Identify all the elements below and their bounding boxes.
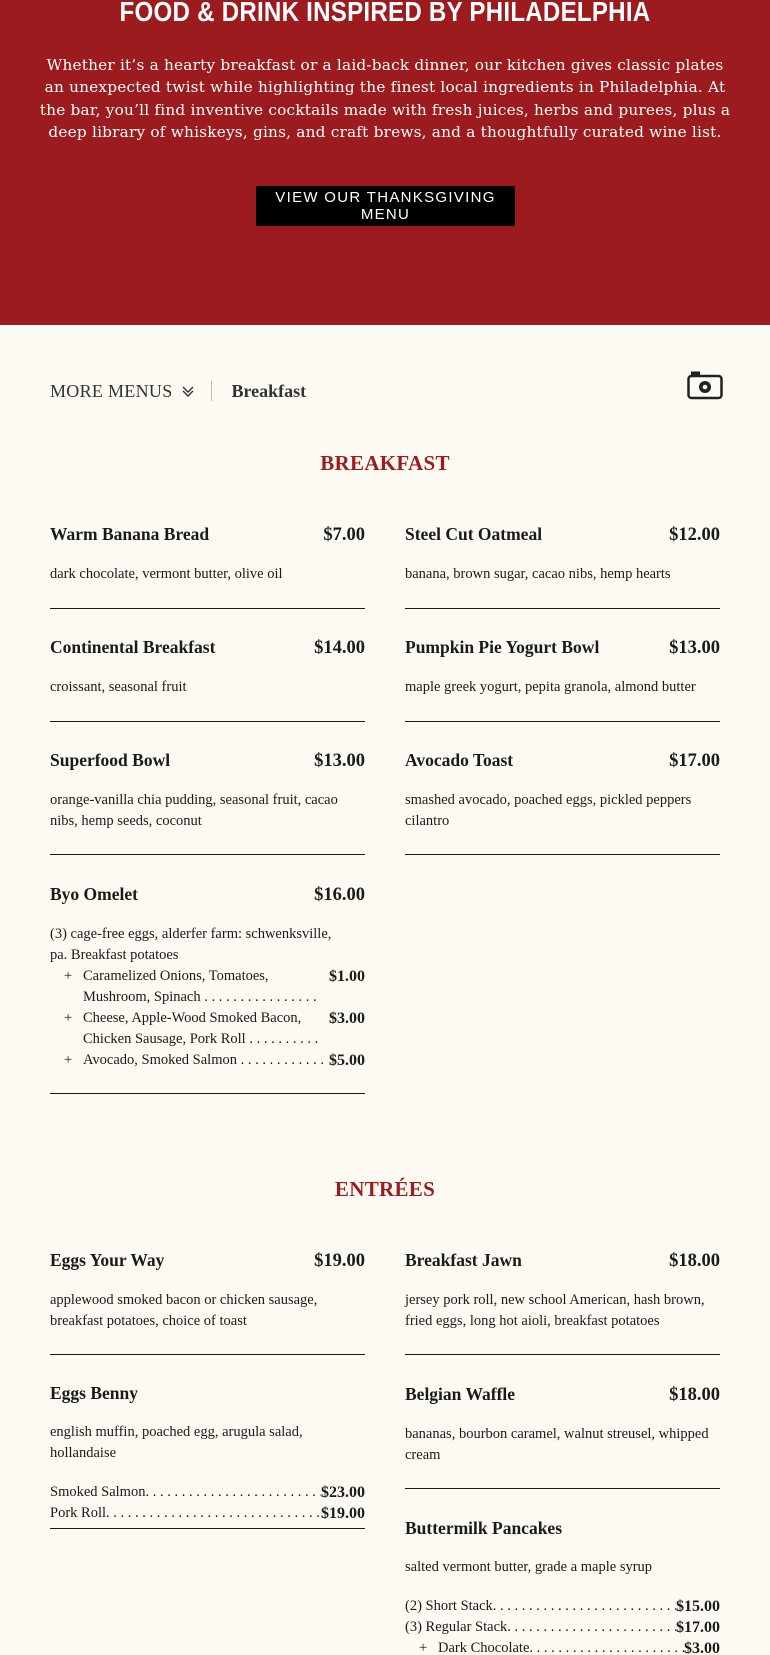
item-name: Buttermilk Pancakes bbox=[405, 1518, 563, 1538]
item-divider bbox=[405, 608, 720, 609]
item-divider bbox=[405, 854, 720, 855]
menu-item bbox=[50, 750, 365, 832]
addon-plus: + bbox=[64, 1052, 73, 1068]
item-description: banana, brown sugar, cacao nibs, hemp hearts bbox=[405, 566, 671, 582]
item-divider bbox=[50, 1093, 365, 1094]
tab-divider bbox=[211, 381, 212, 401]
addon-price: $3.00 bbox=[684, 1640, 720, 1655]
menu-item bbox=[405, 1518, 720, 1655]
item-name: Byo Omelet bbox=[50, 884, 138, 904]
menu-tabs bbox=[50, 375, 306, 407]
item-description: english muffin, poached egg, arugula salad, hollandaise bbox=[50, 1424, 303, 1461]
menu-item bbox=[50, 524, 365, 585]
option-price: $23.00 bbox=[321, 1484, 365, 1501]
addon-price: $3.00 bbox=[329, 1010, 365, 1027]
option-row bbox=[405, 1617, 720, 1638]
option-price: $15.00 bbox=[676, 1598, 720, 1615]
item-description: applewood smoked bacon or chicken sausage, breakfast potatoes, choice of toast bbox=[50, 1292, 318, 1329]
item-description: dark chocolate, vermont butter, olive oil bbox=[50, 566, 283, 582]
option-label: (2) Short Stack bbox=[405, 1598, 493, 1614]
camera-icon[interactable] bbox=[687, 370, 723, 400]
item-description: smashed avocado, poached eggs, pickled peppers cilantro bbox=[405, 792, 692, 829]
item-divider bbox=[405, 1354, 720, 1355]
hero-title: FOOD & DRINK INSPIRED BY PHILADELPHIA bbox=[119, 0, 651, 27]
item-name: Superfood Bowl bbox=[50, 750, 171, 770]
chevron-down-icon bbox=[181, 384, 195, 398]
menu-item bbox=[50, 1383, 365, 1524]
more-menus-label: MORE MENUS bbox=[50, 380, 173, 401]
item-name: Warm Banana Bread bbox=[50, 524, 210, 544]
addon-row bbox=[405, 1638, 720, 1655]
item-divider bbox=[50, 1354, 365, 1355]
item-name: Avocado Toast bbox=[405, 750, 514, 770]
option-label: Smoked Salmon bbox=[50, 1484, 146, 1500]
item-divider bbox=[405, 721, 720, 722]
menu-item bbox=[405, 524, 720, 585]
item-price: $12.00 bbox=[669, 525, 720, 545]
item-divider bbox=[50, 1528, 365, 1529]
item-description: salted vermont butter, grade a maple syrup bbox=[405, 1559, 653, 1575]
addon-label: Dark Chocolate bbox=[438, 1640, 530, 1655]
menu-item bbox=[50, 884, 365, 1071]
more-menus-dropdown[interactable] bbox=[50, 381, 195, 402]
menu-item bbox=[405, 637, 720, 698]
menu-item bbox=[405, 1250, 720, 1332]
tab-breakfast[interactable]: Breakfast bbox=[231, 380, 307, 401]
item-description: jersey pork roll, new school American, hash brown, fried eggs, long hot aioli, breakfast potatoes bbox=[405, 1292, 705, 1329]
item-divider bbox=[405, 1488, 720, 1489]
item-name: Breakfast Jawn bbox=[405, 1250, 522, 1270]
hero-description: Whether it’s a hearty breakfast or a laid-back dinner, our kitchen gives classic plates an unexpected twist while highlighting the finest local ingredients in Philadelphia. At the bar, you’ll find inventive cocktails made with fresh juices, herbs and purees, plus a deep library of whiskeys, gins, and craft brews, and a thoughtfully curated wine list. bbox=[39, 56, 731, 142]
addon-row bbox=[50, 1050, 365, 1071]
item-price: $16.00 bbox=[314, 885, 365, 905]
addon-plus: + bbox=[419, 1640, 428, 1655]
item-divider bbox=[50, 721, 365, 722]
item-price: $18.00 bbox=[669, 1385, 720, 1405]
option-row bbox=[405, 1596, 720, 1617]
item-divider bbox=[50, 854, 365, 855]
addon-price: $5.00 bbox=[329, 1052, 365, 1069]
option-row bbox=[50, 1503, 365, 1524]
item-description: orange-vanilla chia pudding, seasonal fruit, cacao nibs, hemp seeds, coconut bbox=[50, 792, 338, 829]
item-name: Continental Breakfast bbox=[50, 637, 216, 657]
menu-item bbox=[405, 750, 720, 832]
hero-banner bbox=[0, 0, 770, 325]
item-name: Eggs Your Way bbox=[50, 1250, 165, 1270]
addon-row bbox=[50, 966, 365, 1008]
option-row bbox=[50, 1482, 365, 1503]
addon-price: $1.00 bbox=[329, 968, 365, 985]
option-label: (3) Regular Stack bbox=[405, 1619, 508, 1635]
item-divider bbox=[50, 608, 365, 609]
item-description: bananas, bourbon caramel, walnut streusel, whipped cream bbox=[405, 1426, 709, 1463]
section-title-breakfast: BREAKFAST bbox=[320, 451, 450, 475]
option-price: $17.00 bbox=[676, 1619, 720, 1636]
item-name: Pumpkin Pie Yogurt Bowl bbox=[405, 637, 600, 657]
item-name: Steel Cut Oatmeal bbox=[405, 524, 543, 544]
item-name: Belgian Waffle bbox=[405, 1384, 516, 1404]
menu-item bbox=[50, 1250, 365, 1332]
item-description: croissant, seasonal fruit bbox=[50, 679, 187, 695]
item-price: $13.00 bbox=[314, 751, 365, 771]
addon-label: Caramelized Onions, Tomatoes, Mushroom, Spinach . . . . . . . . . . . . . . . . bbox=[83, 968, 317, 1005]
item-description: (3) cage-free eggs, alderfer farm: schwenksville, pa. Breakfast potatoes bbox=[50, 926, 332, 963]
addon-label: Cheese, Apple-Wood Smoked Bacon, Chicken Sausage, Pork Roll . . . . . . . . . . bbox=[83, 1010, 319, 1047]
item-price: $18.00 bbox=[669, 1251, 720, 1271]
item-price: $19.00 bbox=[314, 1251, 365, 1271]
addon-plus: + bbox=[64, 1010, 73, 1026]
item-price: $7.00 bbox=[323, 525, 365, 545]
item-description: maple greek yogurt, pepita granola, almond butter bbox=[405, 679, 696, 695]
item-name: Eggs Benny bbox=[50, 1383, 139, 1403]
thanksgiving-menu-button[interactable]: VIEW OUR THANKSGIVING MENU bbox=[256, 186, 515, 226]
section-title-entrees: ENTRÉES bbox=[334, 1177, 436, 1201]
option-price: $19.00 bbox=[321, 1505, 365, 1522]
addon-row bbox=[50, 1008, 365, 1050]
menu-item bbox=[50, 637, 365, 698]
option-label: Pork Roll bbox=[50, 1505, 106, 1521]
addon-plus: + bbox=[64, 968, 73, 984]
item-price: $13.00 bbox=[669, 638, 720, 658]
addon-label: Avocado, Smoked Salmon . . . . . . . . . . . . bbox=[83, 1052, 324, 1068]
item-price: $17.00 bbox=[669, 751, 720, 771]
item-price: $14.00 bbox=[314, 638, 365, 658]
menu-item bbox=[405, 1384, 720, 1466]
